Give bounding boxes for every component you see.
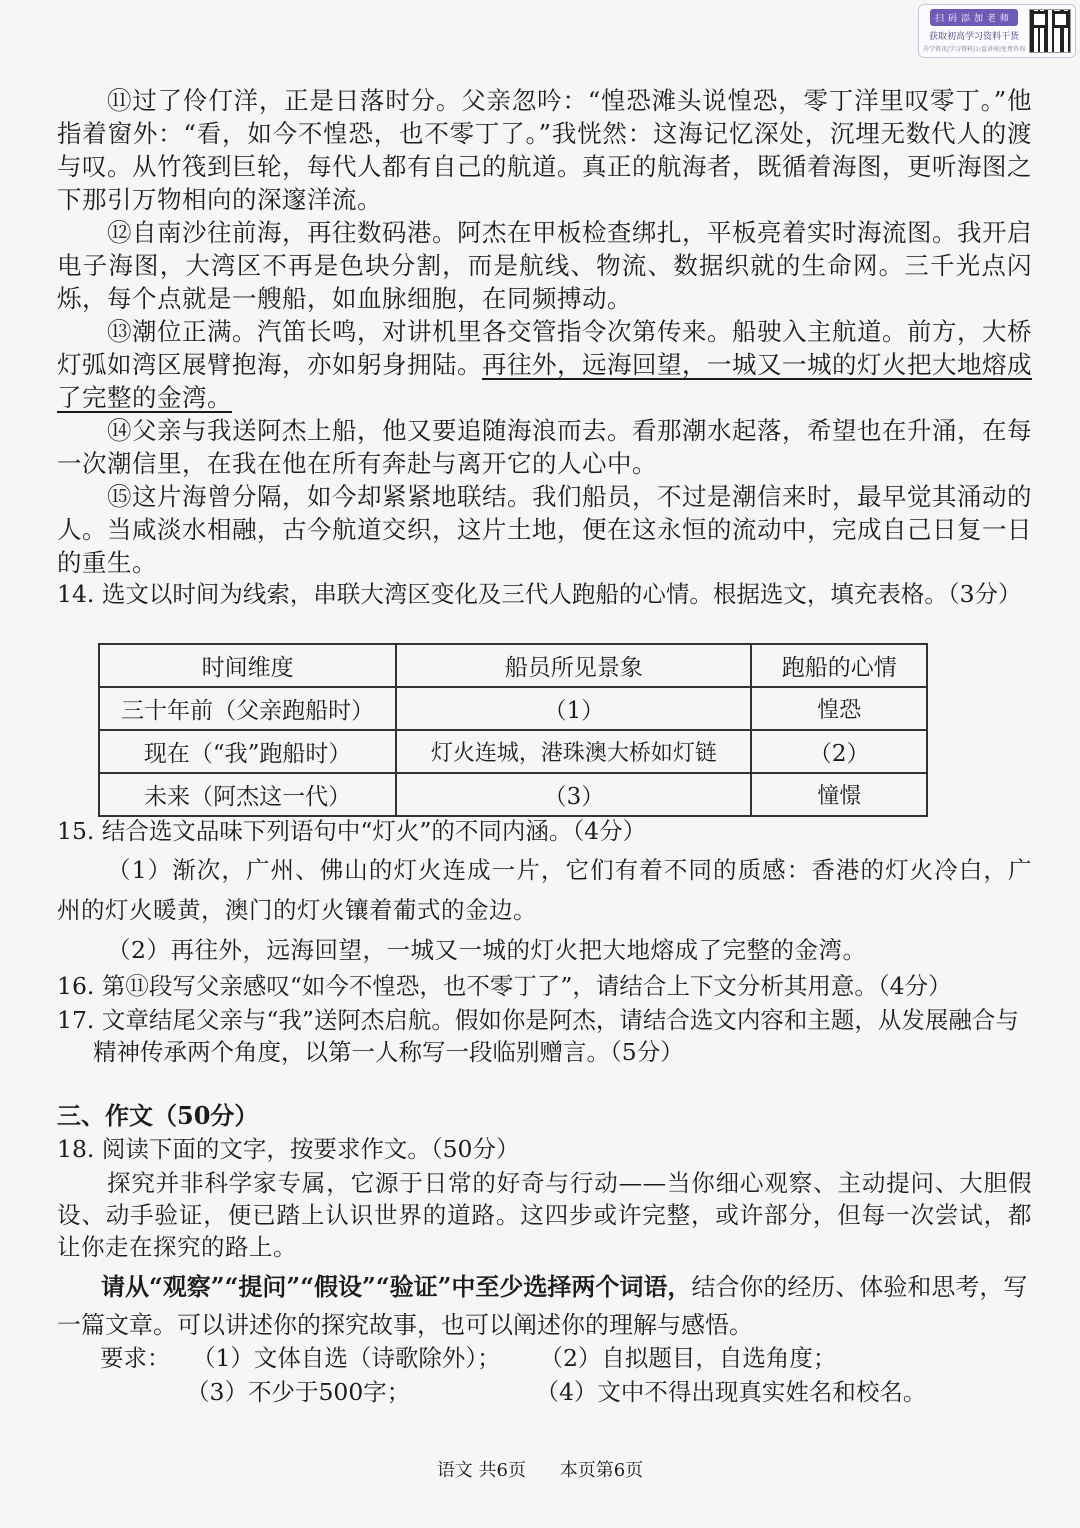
table-cell: 憧憬 xyxy=(751,773,927,816)
promo-subtitle: 获取初高学习资料干货 xyxy=(929,32,1020,42)
table-header: 船员所见景象 xyxy=(396,644,751,687)
question-15-sentences xyxy=(57,850,1032,970)
passage-paragraph-12: ⑫自南沙往前海，再往数码港。阿杰在甲板检查绑扎，平板亮着实时海流图。我开启电子海图，大湾区不再是色块分割，而是航线、物流、数据织就的生命网。三千光点闪烁，每个点就是一艘船，如血脉细胞，在同频搏动。 xyxy=(57,218,1032,313)
passage xyxy=(57,84,1032,579)
essay-requirements-1 xyxy=(100,1342,1030,1374)
requirement-4: （4）文中不得出现真实姓名和校名。 xyxy=(535,1378,927,1406)
table-header: 时间维度 xyxy=(99,644,396,687)
q15-sentence-2: （2）再往外，远海回望，一城又一城的灯火把大地熔成了完整的金湾。 xyxy=(107,936,867,964)
essay-instruction xyxy=(57,1268,1032,1344)
table-cell: （1） xyxy=(396,687,751,730)
requirement-2: （2）自拟题目，自选角度； xyxy=(539,1344,837,1372)
q15-sentence-1: （1）渐次，广州、佛山的灯火连成一片，它们有着不同的质感：香港的灯火冷白，广州的灯火暖黄，澳门的灯火镶着葡式的金边。 xyxy=(57,856,1032,924)
table-cell: 现在（“我”跑船时） xyxy=(99,730,396,773)
essay-instruction-bold: 请从“观察”“提问”“假设”“验证”中至少选择两个词语， xyxy=(101,1272,692,1301)
essay-prompt-text: 探究并非科学家专属，它源于日常的好奇与行动——当你细心观察、主动提问、大胆假设、动手验证，便已踏上认识世界的道路。这四步或许完整，或许部分，但每一次尝试，都让你走在探究的路上。 xyxy=(57,1169,1032,1261)
table-row xyxy=(99,773,927,816)
requirement-1: （1）文体自选（诗歌除外）； xyxy=(191,1344,501,1372)
essay-instruction-rest: 结合你的经历、体验和思考，写一篇文章。可以讲述你的探究故事，也可以阐述你的理解与感悟。 xyxy=(57,1273,1028,1339)
table-cell: 未来（阿杰这一代） xyxy=(99,773,396,816)
p13-underlined-text: 再往外，远海回望，一城又一城的灯火把大地熔成了完整的金湾。 xyxy=(57,350,1032,412)
requirement-label: 要求： xyxy=(100,1344,171,1372)
question-16: 16. 第⑪段写父亲感叹“如今不惶恐，也不零丁了”，请结合上下文分析其用意。（4分） xyxy=(57,972,952,1000)
essay-prompt xyxy=(57,1167,1032,1263)
passage-paragraph-14: ⑭父亲与我送阿杰上船，他又要追随海浪而去。看那潮水起落，希望也在升涌，在每一次潮信里，在我在他在所有奔赴与离开它的人心中。 xyxy=(57,416,1032,478)
table-row xyxy=(99,687,927,730)
essay-requirements-2 xyxy=(186,1376,1036,1408)
footer-total-pages: 语文 共6页 xyxy=(436,1460,526,1481)
requirement-3: （3）不少于500字； xyxy=(186,1378,411,1406)
promo-title: 扫码添加老师 xyxy=(930,9,1018,26)
passage-paragraph-13 xyxy=(57,315,1032,414)
footer-current-page: 本页第6页 xyxy=(559,1460,644,1481)
table-header: 跑船的心情 xyxy=(751,644,927,687)
table-cell: （2） xyxy=(751,730,927,773)
table-cell: 惶恐 xyxy=(751,687,927,730)
answer-table xyxy=(98,643,928,817)
table-row xyxy=(99,730,927,773)
passage-paragraph-15: ⑮这片海曾分隔，如今却紧紧地联结。我们船员，不过是潮信来时，最早觉其涌动的人。当咸淡水相融，古今航道交织，这片土地，便在这永恒的流动中，完成自己日复一日的重生。 xyxy=(57,482,1032,577)
question-18: 18. 阅读下面的文字，按要求作文。（50分） xyxy=(57,1135,520,1163)
qr-code-icon[interactable] xyxy=(1029,9,1071,53)
promo-badge[interactable] xyxy=(918,4,1076,58)
promo-tags: 升学资讯|学习资料|公益讲座|免费咨询 xyxy=(923,46,1026,53)
page-footer xyxy=(0,1456,1080,1482)
p13-text: ⑬潮位正满。汽笛长鸣，对讲机里各交管指令次第传来。船驶入主航道。前方，大桥灯弧如湾区展臂抱海，亦如躬身拥陆。 xyxy=(57,317,1032,379)
section-3-title: 三、作文（50分） xyxy=(57,1101,259,1130)
table-cell: 灯火连城，港珠澳大桥如灯链 xyxy=(396,730,751,773)
table-header-row xyxy=(99,644,927,687)
promo-text xyxy=(923,9,1025,53)
table-cell: （3） xyxy=(396,773,751,816)
question-14: 14. 选文以时间为线索，串联大湾区变化及三代人跑船的心情。根据选文，填充表格。（3分） xyxy=(57,580,1022,608)
question-15: 15. 结合选文品味下列语句中“灯火”的不同内涵。（4分） xyxy=(57,817,647,845)
passage-paragraph-11: ⑪过了伶仃洋，正是日落时分。父亲忽吟：“惶恐滩头说惶恐，零丁洋里叹零丁。”他指着窗外：“看，如今不惶恐，也不零丁了。”我恍然：这海记忆深处，沉埋无数代人的渡与叹。从竹筏到巨轮，每代人都有自己的航道。真正的航海者，既循着海图，更听海图之下那引万物相向的深邃洋流。 xyxy=(57,86,1032,214)
question-17: 17. 文章结尾父亲与“我”送阿杰启航。假如你是阿杰，请结合选文内容和主题，从发展融合与精神传承两个角度，以第一人称写一段临别赠言。（5分） xyxy=(57,1006,1019,1066)
table-cell: 三十年前（父亲跑船时） xyxy=(99,687,396,730)
